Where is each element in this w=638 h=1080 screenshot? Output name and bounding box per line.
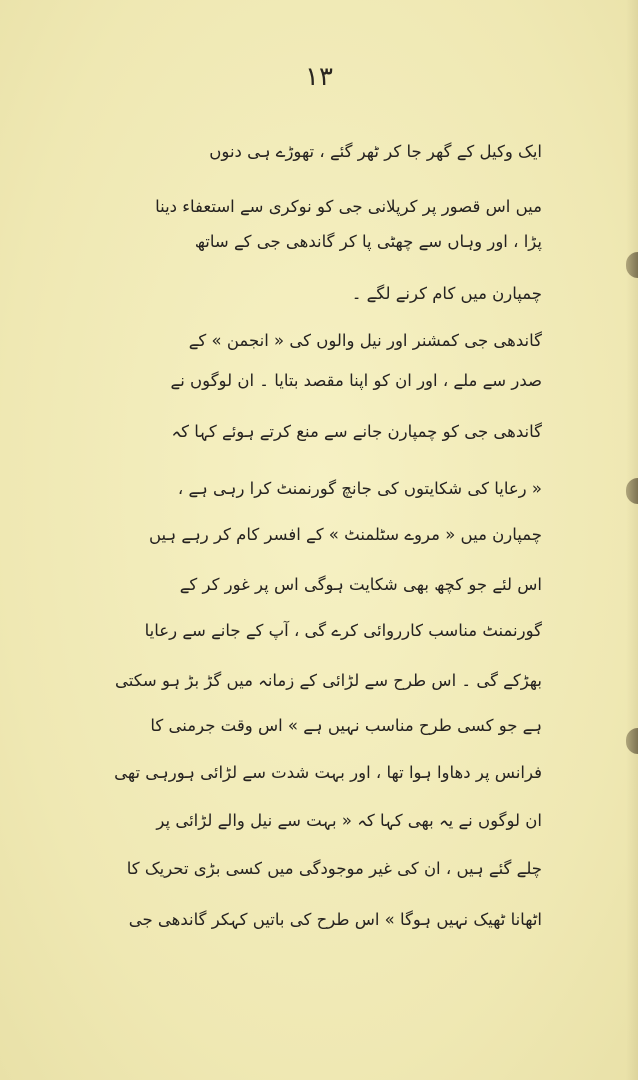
text-line: اٹھانا ٹھیک نہیں ہوگا » اس طرح کی باتیں کہکر گاندھی جی (128, 910, 542, 929)
page-number: ۱۳ (305, 62, 333, 92)
text-line: ہے جو کسی طرح مناسب نہیں ہے » اس وقت جرمنی کا (150, 716, 542, 735)
text-line: چلے گئے ہیں ، ان کی غیر موجودگی میں کسی بڑی تحریک کا (126, 859, 542, 878)
text-line: بھڑکے گی ۔ اس طرح سے لڑائی کے زمانہ میں گڑ بڑ ہو سکتی (115, 671, 542, 690)
text-line: ایک وکیل کے گھر جا کر ٹھر گئے ، تھوڑے ہی دنوں (209, 142, 542, 161)
text-line: اس لئے جو کچھ بھی شکایت ہوگی اس پر غور کر کے (179, 575, 542, 594)
text-line: گورنمنٹ مناسب کارروائی کرے گی ، آپ کے جانے سے رعایا (144, 621, 542, 640)
text-line: فرانس پر دھاوا ہوا تھا ، اور بہت شدت سے لڑائی ہورہی تھی (114, 763, 542, 782)
page-binding-edge (626, 0, 638, 1080)
text-line: صدر سے ملے ، اور ان کو اپنا مقصد بتایا ۔ ان لوگوں نے (170, 371, 542, 390)
text-line: پڑا ، اور وہاں سے چھٹی پا کر گاندھی جی کے ساتھ (194, 232, 542, 251)
text-line: « رعایا کی شکایتوں کی جانچ گورنمنٹ کرا رہی ہے ، (177, 479, 542, 498)
text-line: چمپارن میں کام کرنے لگے ۔ (351, 284, 542, 303)
text-line: میں اس قصور پر کرپلانی جی کو نوکری سے استعفاء دینا (155, 197, 542, 216)
text-line: ان لوگوں نے یہ بھی کہا کہ « بہت سے نیل والے لڑائی پر (156, 811, 542, 830)
text-line: گاندھی جی کمشنر اور نیل والوں کی « انجمن » کے (188, 331, 542, 350)
text-line: چمپارن میں « مروے سٹلمنٹ » کے افسر کام کر رہے ہیں (148, 525, 542, 544)
text-line: گاندھی جی کو چمپارن جانے سے منع کرتے ہوئے کہا کہ (171, 422, 542, 441)
